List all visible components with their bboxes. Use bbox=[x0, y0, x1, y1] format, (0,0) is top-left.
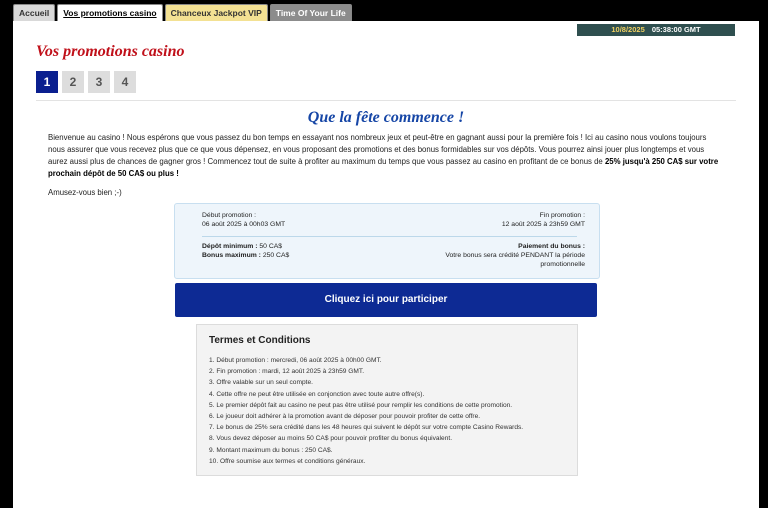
terms-list bbox=[209, 355, 569, 467]
start-label: Début promotion : bbox=[202, 212, 257, 219]
sign-off-text: Amusez-vous bien ;-) bbox=[48, 188, 122, 197]
payment-label: Paiement du bonus : bbox=[518, 243, 585, 250]
terms-item: 5. Le premier dépôt fait au casino ne peut pas être utilisé pour remplir les conditions de cette promotion. bbox=[209, 401, 513, 409]
terms-title: Termes et Conditions bbox=[209, 335, 311, 346]
start-value: 06 août 2025 à 00h03 GMT bbox=[202, 221, 286, 228]
min-deposit-value: 50 CA$ bbox=[259, 243, 283, 250]
min-deposit-label: Dépôt minimum : bbox=[202, 243, 258, 250]
max-bonus-value: 250 CA$ bbox=[262, 252, 290, 259]
promo-headline: Que la fête commence ! bbox=[307, 109, 465, 126]
tab-promotions[interactable]: Vos promotions casino bbox=[57, 4, 162, 21]
promo-info-box bbox=[174, 203, 600, 279]
page-2-button[interactable]: 2 bbox=[62, 71, 84, 93]
terms-item: 2. Fin promotion : mardi, 12 août 2025 à 23h59 GMT. bbox=[209, 368, 365, 376]
terms-item: 4. Cette offre ne peut être utilisée en conjonction avec toute autre offre(s). bbox=[209, 390, 425, 398]
payment-line-2: promotionnelle bbox=[540, 261, 585, 268]
intro-text: Bienvenue au casino ! Nous espérons que vous passez du bon temps en essayant nos nombreux jeux et peut-être en gagnant aussi pour la première fois ! Ici au casino nous voulons toujours nous assurer que vous recevez plus que ce que vous dépensez, en vous proposant des promotions et des bonus formidables sur vos dépôts. Vous pourrez ainsi jouer plus longtemps et vous aurez aussi plus de chances de gagner gros ! Commencez tout de suite à profiter au maximum du temps que vous passez au casino en profitant de ce bonus de bbox=[48, 133, 707, 166]
page-3-button[interactable]: 3 bbox=[88, 71, 110, 93]
terms-item: 3. Offre valable sur un seul compte. bbox=[209, 379, 313, 387]
terms-box bbox=[196, 324, 578, 476]
terms-item: 6. Le joueur doit adhérer à la promotion avant de déposer pour pouvoir profiter de cette offre. bbox=[209, 413, 481, 421]
page-1-button[interactable]: 1 bbox=[36, 71, 58, 93]
payment-line-1: Votre bonus sera crédité PENDANT la période bbox=[445, 252, 585, 259]
main-panel bbox=[13, 21, 759, 508]
end-value: 12 août 2025 à 23h59 GMT bbox=[501, 221, 585, 228]
terms-item: 7. Le bonus de 25% sera crédité dans les 48 heures qui suivent le dépôt sur votre compte Casino Rewards. bbox=[209, 424, 524, 432]
page-title: Vos promotions casino bbox=[36, 43, 185, 60]
tab-time-of-your-life[interactable]: Time Of Your Life bbox=[270, 4, 352, 21]
clock-bar bbox=[577, 24, 735, 36]
terms-item: 10. Offre soumise aux termes et conditions généraux. bbox=[209, 457, 366, 465]
pagination bbox=[36, 71, 136, 93]
tab-jackpot-vip[interactable]: Chanceux Jackpot VIP bbox=[165, 4, 268, 21]
terms-item: 9. Montant maximum du bonus : 250 CA$. bbox=[209, 446, 333, 454]
intro-bold-offer: 25% jusqu'à 250 CA$ sur votre prochain dépôt de 50 CA$ ou plus ! bbox=[48, 157, 719, 178]
intro-paragraph bbox=[48, 132, 720, 180]
terms-item: 8. Vous devez déposer au moins 50 CA$ pour pouvoir profiter du bonus équivalent. bbox=[209, 435, 453, 443]
page-4-button[interactable]: 4 bbox=[114, 71, 136, 93]
info-divider bbox=[202, 236, 577, 237]
max-bonus-label: Bonus maximum : bbox=[202, 252, 261, 259]
clock-time: 05:38:00 GMT bbox=[651, 25, 701, 34]
clock-date: 10/8/2025 bbox=[611, 25, 645, 34]
tab-accueil[interactable]: Accueil bbox=[13, 4, 55, 21]
participate-button[interactable]: Cliquez ici pour participer bbox=[175, 283, 597, 317]
divider bbox=[36, 100, 736, 101]
end-label: Fin promotion : bbox=[539, 212, 585, 219]
tab-bar bbox=[13, 4, 352, 21]
terms-item: 1. Début promotion : mercredi, 06 août 2025 à 00h00 GMT. bbox=[209, 357, 382, 364]
